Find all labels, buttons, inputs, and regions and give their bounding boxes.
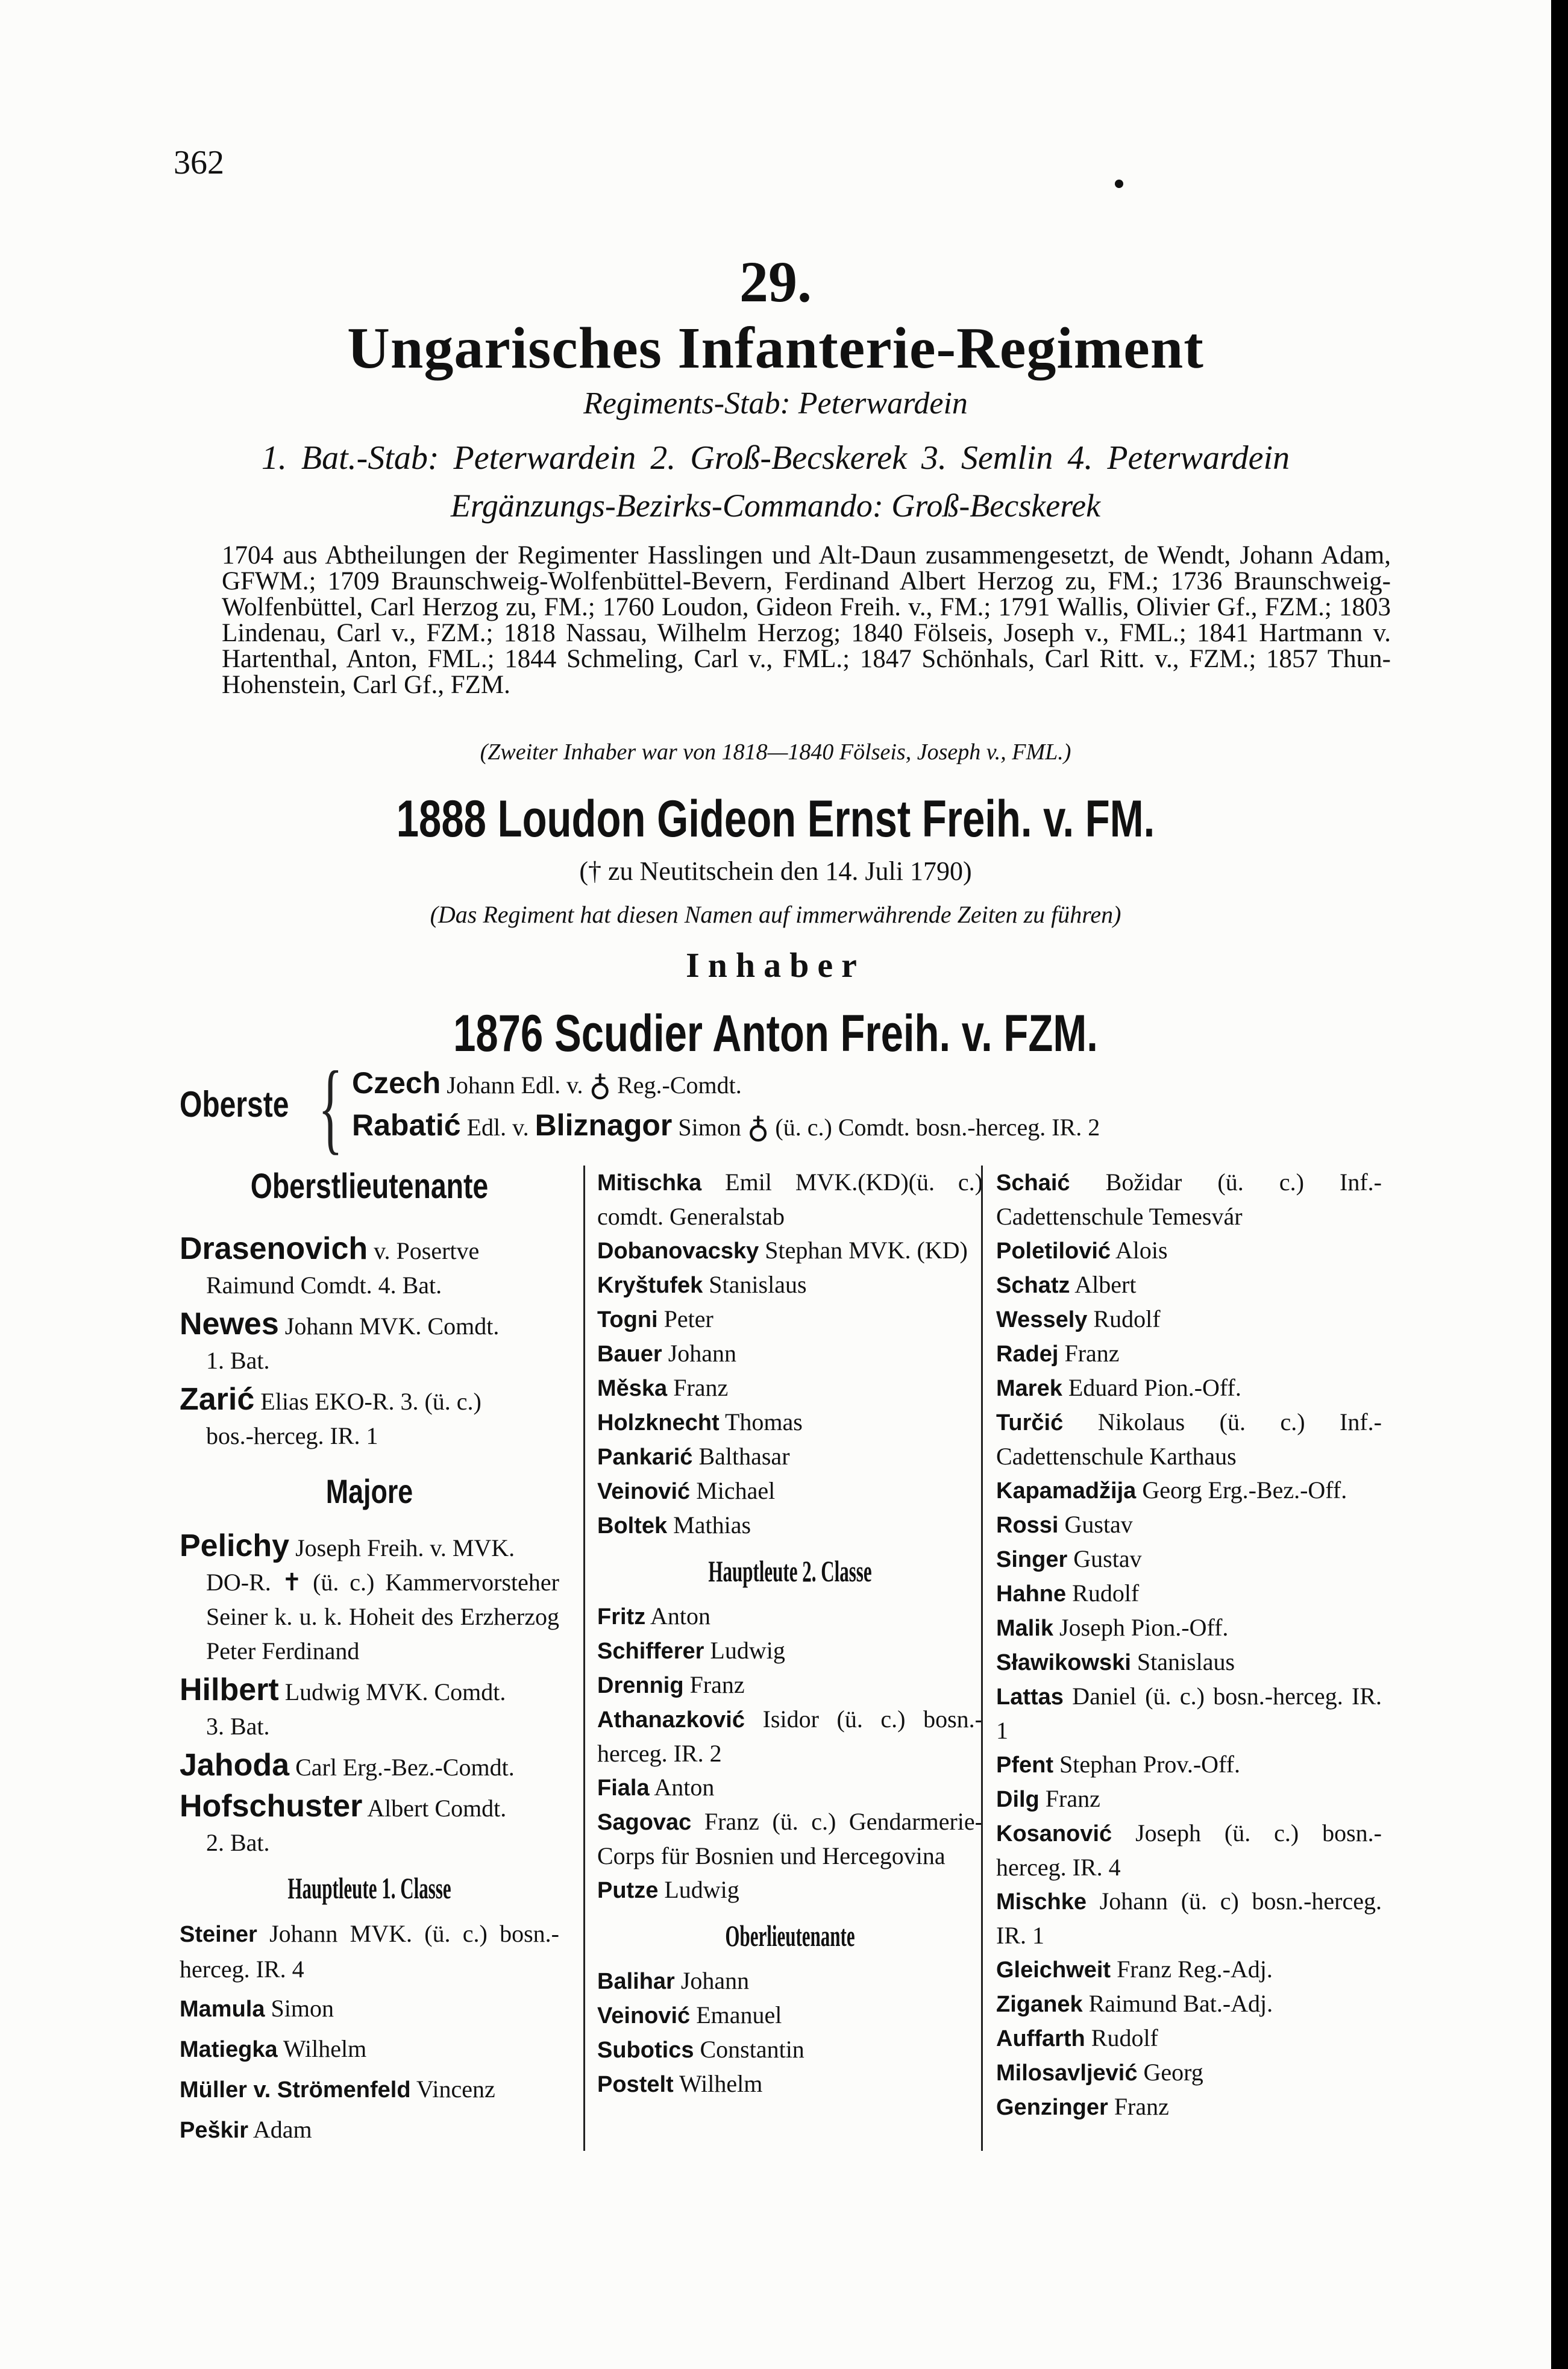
oberst-surname: Rabatić [352, 1108, 461, 1142]
officer-entry [597, 1371, 983, 1405]
officer-detail: Johann (ü. c) bosn.-herceg. IR. 1 [996, 1887, 1382, 1949]
officer-surname: Pelichy [180, 1528, 290, 1563]
officer-entry [996, 1166, 1382, 1234]
regiment-motto-note: (Das Regiment hat diesen Namen auf immerwährende Zeiten zu führen) [430, 901, 1121, 928]
oberst-surname: Czech [352, 1066, 441, 1100]
officer-entry [996, 1680, 1382, 1748]
officer-detail: Isidor (ü. c.) bosn.-herceg. IR. 2 [597, 1705, 983, 1767]
owner-death-note: († zu Neutitschein den 14. Juli 1790) [579, 856, 972, 886]
officer-detail: Gustav [1064, 1511, 1133, 1538]
officer-detail: Franz Reg.-Adj. [1117, 1956, 1273, 1983]
officer-entry [597, 1998, 983, 2033]
oberlieutenante-heading: Oberlieutenante [725, 1919, 855, 1953]
officer-detail: Stanislaus [1137, 1648, 1235, 1675]
regiment-title: Ungarisches Infanterie-Regiment [347, 316, 1204, 381]
officer-entry [180, 1916, 559, 1986]
officer-surname: Athanazković [597, 1707, 745, 1733]
officer-detail: Gustav [1073, 1545, 1142, 1572]
officer-detail: Joseph Pion.-Off. [1059, 1614, 1229, 1641]
officer-surname: Hilbert [180, 1672, 279, 1707]
officer-detail-cont: bos.-herceg. IR. 1 [206, 1422, 378, 1449]
officer-detail: Stephan MVK. (KD) [765, 1237, 968, 1264]
officer-detail: Ludwig [710, 1637, 785, 1664]
officer-surname: Jahoda [180, 1748, 290, 1783]
officer-detail: Franz [673, 1374, 729, 1401]
officer-entry [180, 1991, 559, 2027]
officer-surname: Mitischka [597, 1170, 702, 1196]
officer-entry [996, 1473, 1382, 1508]
officer-detail: Carl Erg.-Bez.-Comdt. [295, 1754, 515, 1781]
officer-entry [996, 1611, 1382, 1645]
recruitment-district: Ergänzungs-Bezirks-Commando: Groß-Becskerek [450, 488, 1101, 524]
officer-detail-cont: 1. Bat. [206, 1347, 270, 1374]
officer-entry [996, 1884, 1382, 1953]
hauptleute-1-heading: Hauptleute 1. Classe [287, 1871, 451, 1905]
officer-surname: Pankarić [597, 1445, 693, 1470]
officer-detail: Rudolf [1091, 2024, 1158, 2051]
officer-surname: Peškir [180, 2118, 249, 2143]
officer-entry [597, 1508, 983, 1543]
officer-surname: Drennig [597, 1673, 684, 1698]
officer-detail: Wilhelm [679, 2070, 763, 2097]
officer-detail: Johann MVK. Comdt. [284, 1313, 500, 1340]
officer-detail: Eduard Pion.-Off. [1068, 1374, 1241, 1401]
officer-detail: Emanuel [696, 2001, 782, 2029]
officer-surname: Genzinger [996, 2095, 1108, 2120]
officer-surname: Subotics [597, 2038, 694, 2063]
officer-surname: Newes [180, 1307, 279, 1341]
officer-entry [996, 2056, 1382, 2090]
officer-detail: Anton [654, 1774, 715, 1801]
battalion-staffs: 1. Bat.-Stab: Peterwardein 2. Groß-Becskerek 3. Semlin 4. Peterwardein [261, 439, 1290, 477]
officer-entry [597, 2067, 983, 2101]
officer-detail: Franz [1045, 1785, 1100, 1812]
officer-detail: Constantin [700, 2036, 804, 2063]
officer-entry [180, 2072, 559, 2107]
officer-detail-cont: DO-R. ✝ (ü. c.) Kammervorsteher Seiner k. u. k. Hoheit des Erzherzog Peter Ferdinand [206, 1569, 559, 1665]
officer-entry [597, 1873, 983, 1907]
officer-detail: Daniel (ü. c.) bosn.-herceg. IR. 1 [996, 1683, 1382, 1744]
officer-detail: Albert [1074, 1271, 1137, 1298]
officer-entry [597, 1964, 983, 1998]
officer-entry [597, 1634, 983, 1668]
officer-surname: Veinović [597, 2003, 691, 2029]
officer-detail: Simon [271, 1995, 334, 2022]
officer-detail: Johann [668, 1340, 737, 1367]
officer-detail: Franz [1064, 1340, 1120, 1367]
officer-detail: Elias EKO-R. 3. (ü. c.) [260, 1388, 481, 1415]
officer-surname: Müller v. Strömenfeld [180, 2077, 411, 2103]
officer-detail: Michael [696, 1477, 776, 1504]
officer-detail: Franz (ü. c.) Gendarmerie-Corps für Bosnien und Hercegovina [597, 1808, 983, 1869]
regiment-staff: Regiments-Stab: Peterwardein [583, 386, 968, 421]
officer-detail: Albert Comdt. [367, 1795, 507, 1822]
officer-surname: Fritz [597, 1604, 646, 1630]
officer-entry [996, 1953, 1382, 1987]
officer-entry [597, 1805, 983, 1873]
officer-surname: Steiner [180, 1922, 257, 1947]
officer-surname: Kapamadžija [996, 1478, 1137, 1504]
officer-entry [597, 1166, 983, 1234]
officer-detail: Joseph (ü. c.) bosn.-herceg. IR. 4 [996, 1819, 1382, 1881]
officer-surname: Zarić [180, 1382, 255, 1417]
officer-detail: Alois [1115, 1237, 1168, 1264]
officer-entry [996, 1782, 1382, 1816]
majore-heading: Majore [325, 1472, 413, 1510]
officer-detail: Vincenz [416, 2076, 495, 2103]
officer-detail: Rudolf [1072, 1580, 1140, 1607]
officer-entry [180, 1232, 559, 1302]
officer-detail: Anton [650, 1602, 711, 1630]
regiment-number: 29. [739, 249, 812, 314]
officer-entry [180, 2112, 559, 2148]
officer-surname: Auffarth [996, 2026, 1085, 2051]
officer-entry [996, 1816, 1382, 1884]
officer-entry [180, 2032, 559, 2067]
officer-detail: Georg [1143, 2059, 1203, 2086]
officer-detail: Johann [680, 1967, 750, 1994]
officer-surname: Hofschuster [180, 1789, 363, 1824]
oberst-given: Johann Edl. v. [447, 1072, 583, 1099]
officer-surname: Matiegka [180, 2037, 278, 2062]
officer-surname: Poletilović [996, 1238, 1111, 1264]
officer-surname: Bauer [597, 1341, 662, 1367]
officer-surname: Kosanović [996, 1821, 1112, 1847]
officer-entry [180, 1673, 559, 1743]
officer-surname: Měska [597, 1376, 668, 1401]
officer-entry [597, 1668, 983, 1702]
officer-entry [597, 1474, 983, 1508]
officer-surname: Holzknecht [597, 1410, 720, 1436]
oberst-role: (ü. c.) Comdt. bosn.-herceg. IR. 2 [775, 1114, 1100, 1141]
officer-entry [180, 1748, 559, 1784]
officer-entry [996, 1645, 1382, 1680]
oberst-title: Edl. v. [466, 1114, 529, 1141]
oberst-predicate: Bliznagor [535, 1108, 673, 1142]
page-number: 362 [174, 144, 224, 181]
officer-detail: Georg Erg.-Bez.-Off. [1142, 1476, 1347, 1504]
officer-surname: Marek [996, 1376, 1062, 1401]
officer-entry [597, 1268, 983, 1302]
officer-entry [996, 1748, 1382, 1782]
inhaber-heading: Inhaber [686, 946, 865, 985]
officer-surname: Putze [597, 1878, 659, 1903]
order-cross-icon: ♁ [747, 1111, 770, 1144]
officer-surname: Dobanovacsky [597, 1238, 759, 1264]
officer-surname: Dilg [996, 1787, 1040, 1812]
officer-detail: v. Posertve [374, 1237, 480, 1264]
officer-entry [996, 1234, 1382, 1268]
column-1 [180, 1166, 559, 2153]
officer-detail: Adam [252, 2116, 312, 2143]
officer-detail: Raimund Bat.-Adj. [1088, 1990, 1273, 2017]
officer-detail: Ludwig MVK. Comdt. [284, 1678, 506, 1705]
officer-detail-cont: 3. Bat. [206, 1713, 270, 1740]
officer-surname: Togni [597, 1307, 658, 1332]
officer-surname: Mischke [996, 1889, 1087, 1915]
officer-detail: Ludwig [664, 1876, 739, 1903]
oberst-row [352, 1065, 742, 1103]
officer-entry [597, 1302, 983, 1337]
officer-entry [996, 1268, 1382, 1302]
officer-surname: Malik [996, 1616, 1054, 1641]
officer-detail: Božidar (ü. c.) Inf.-Cadettenschule Temesvár [996, 1169, 1382, 1230]
officer-detail: Thomas [724, 1408, 803, 1436]
officer-entry [597, 2033, 983, 2067]
officer-entry [597, 1771, 983, 1805]
officer-surname: Balihar [597, 1969, 675, 1994]
officer-entry [996, 1987, 1382, 2021]
officer-surname: Wessely [996, 1307, 1088, 1332]
officer-surname: Drasenovich [180, 1231, 368, 1266]
officer-surname: Rossi [996, 1513, 1059, 1538]
officer-surname: Veinović [597, 1479, 691, 1504]
officer-entry [597, 1702, 983, 1771]
brace-icon: { [318, 1050, 343, 1164]
officer-entry [180, 1307, 559, 1378]
officer-detail: Nikolaus (ü. c.) Inf.-Cadettenschule Karthaus [996, 1408, 1382, 1470]
officer-entry [597, 1234, 983, 1268]
officer-surname: Ziganek [996, 1992, 1083, 2017]
officer-surname: Milosavljević [996, 2060, 1138, 2086]
order-cross-icon: ♁ [589, 1068, 612, 1102]
officer-surname: Fiala [597, 1775, 650, 1801]
officer-surname: Singer [996, 1547, 1068, 1572]
oberste-heading: Oberste [180, 1084, 289, 1125]
officer-detail-cont: Raimund Comdt. 4. Bat. [206, 1272, 442, 1299]
officer-entry [597, 1440, 983, 1474]
officer-surname: Schaić [996, 1170, 1070, 1196]
officer-entry [597, 1337, 983, 1371]
officer-surname: Schifferer [597, 1639, 704, 1664]
officer-surname: Schatz [996, 1273, 1070, 1298]
eternal-owner: 1888 Loudon Gideon Ernst Freih. v. FM. [396, 790, 1155, 848]
officer-entry [996, 2021, 1382, 2056]
officer-detail: Balthasar [698, 1443, 790, 1470]
officer-detail: Franz [689, 1671, 745, 1698]
officer-detail: Emil MVK.(KD)(ü. c.) comdt. Generalstab [597, 1169, 983, 1230]
officer-entry [180, 1529, 559, 1668]
officer-surname: Lattas [996, 1684, 1064, 1710]
officer-detail: Stephan Prov.-Off. [1059, 1751, 1240, 1778]
officer-detail: Stanislaus [709, 1271, 807, 1298]
officer-detail-cont: 2. Bat. [206, 1829, 270, 1856]
officer-entry [996, 2090, 1382, 2124]
regiment-history: 1704 aus Abtheilungen der Regimenter Hasslingen und Alt-Daun zusammengesetzt, de Wendt, Johann Adam, GFWM.; 1709 Braunschweig-Wolfenbüttel-Bevern, Ferdinand Albert Herzog zu, FM.; 1736 Braunschweig-Wolfenbüttel, Carl Herzog zu, FM.; 1760 Loudon, Gideon Freih. v., FM.; 1791 Wallis, Olivier Gf., FZM.; 1803 Lindenau, Carl v., FZM.; 1818 Nassau, Wilhelm Herzog; 1840 Fölseis, Joseph v., FML.; 1841 Hartmann v. Hartenthal, Anton, FML.; 1844 Schmeling, Carl v., FML.; 1847 Schönhals, Carl Ritt. v., FZM.; 1857 Thun-Hohenstein, Carl Gf., FZM. [222, 541, 1391, 699]
oberst-given: Simon [678, 1114, 741, 1141]
oberst-role: Reg.-Comdt. [617, 1072, 742, 1099]
officer-detail: Wilhelm [283, 2035, 367, 2062]
officer-surname: Boltek [597, 1513, 668, 1539]
officer-detail: Mathias [673, 1511, 751, 1539]
officer-surname: Sławikowski [996, 1650, 1131, 1675]
officer-entry [996, 1371, 1382, 1405]
officer-entry [996, 1337, 1382, 1371]
officer-entry [996, 1508, 1382, 1542]
officer-entry [996, 1542, 1382, 1577]
officer-entry [180, 1382, 559, 1453]
officer-surname: Pfent [996, 1752, 1053, 1778]
column-3 [981, 1166, 1382, 2151]
oberst-row [352, 1108, 1100, 1145]
officer-detail: Franz [1114, 2093, 1169, 2120]
inhaber-name: 1876 Scudier Anton Freih. v. FZM. [453, 1005, 1098, 1062]
officer-surname: Turčić [996, 1410, 1064, 1436]
officer-detail: Johann MVK. (ü. c.) bosn.-herceg. IR. 4 [180, 1920, 559, 1983]
column-2 [583, 1166, 983, 2151]
officer-entry [180, 1789, 559, 1860]
officer-entry [996, 1577, 1382, 1611]
officer-entry [597, 1599, 983, 1634]
ink-dot [1115, 180, 1123, 188]
officer-surname: Gleichweit [996, 1957, 1111, 1983]
officer-entry [996, 1302, 1382, 1337]
officer-entry [996, 1405, 1382, 1473]
officer-entry [597, 1405, 983, 1440]
officer-surname: Postelt [597, 2072, 674, 2097]
officer-surname: Mamula [180, 1997, 265, 2022]
officer-surname: Hahne [996, 1581, 1067, 1607]
second-owner-note: (Zweiter Inhaber war von 1818—1840 Fölseis, Joseph v., FML.) [480, 739, 1071, 765]
officer-surname: Sagovac [597, 1810, 692, 1835]
hauptleute-2-heading: Hauptleute 2. Classe [708, 1554, 872, 1588]
officer-detail: Peter [663, 1305, 713, 1332]
officer-surname: Radej [996, 1341, 1059, 1367]
officer-detail: Joseph Freih. v. MVK. [295, 1534, 515, 1561]
officer-surname: Kryštufek [597, 1273, 703, 1298]
oberstlieutenante-heading: Oberstlieutenante [250, 1167, 489, 1206]
officer-detail: Rudolf [1093, 1305, 1161, 1332]
